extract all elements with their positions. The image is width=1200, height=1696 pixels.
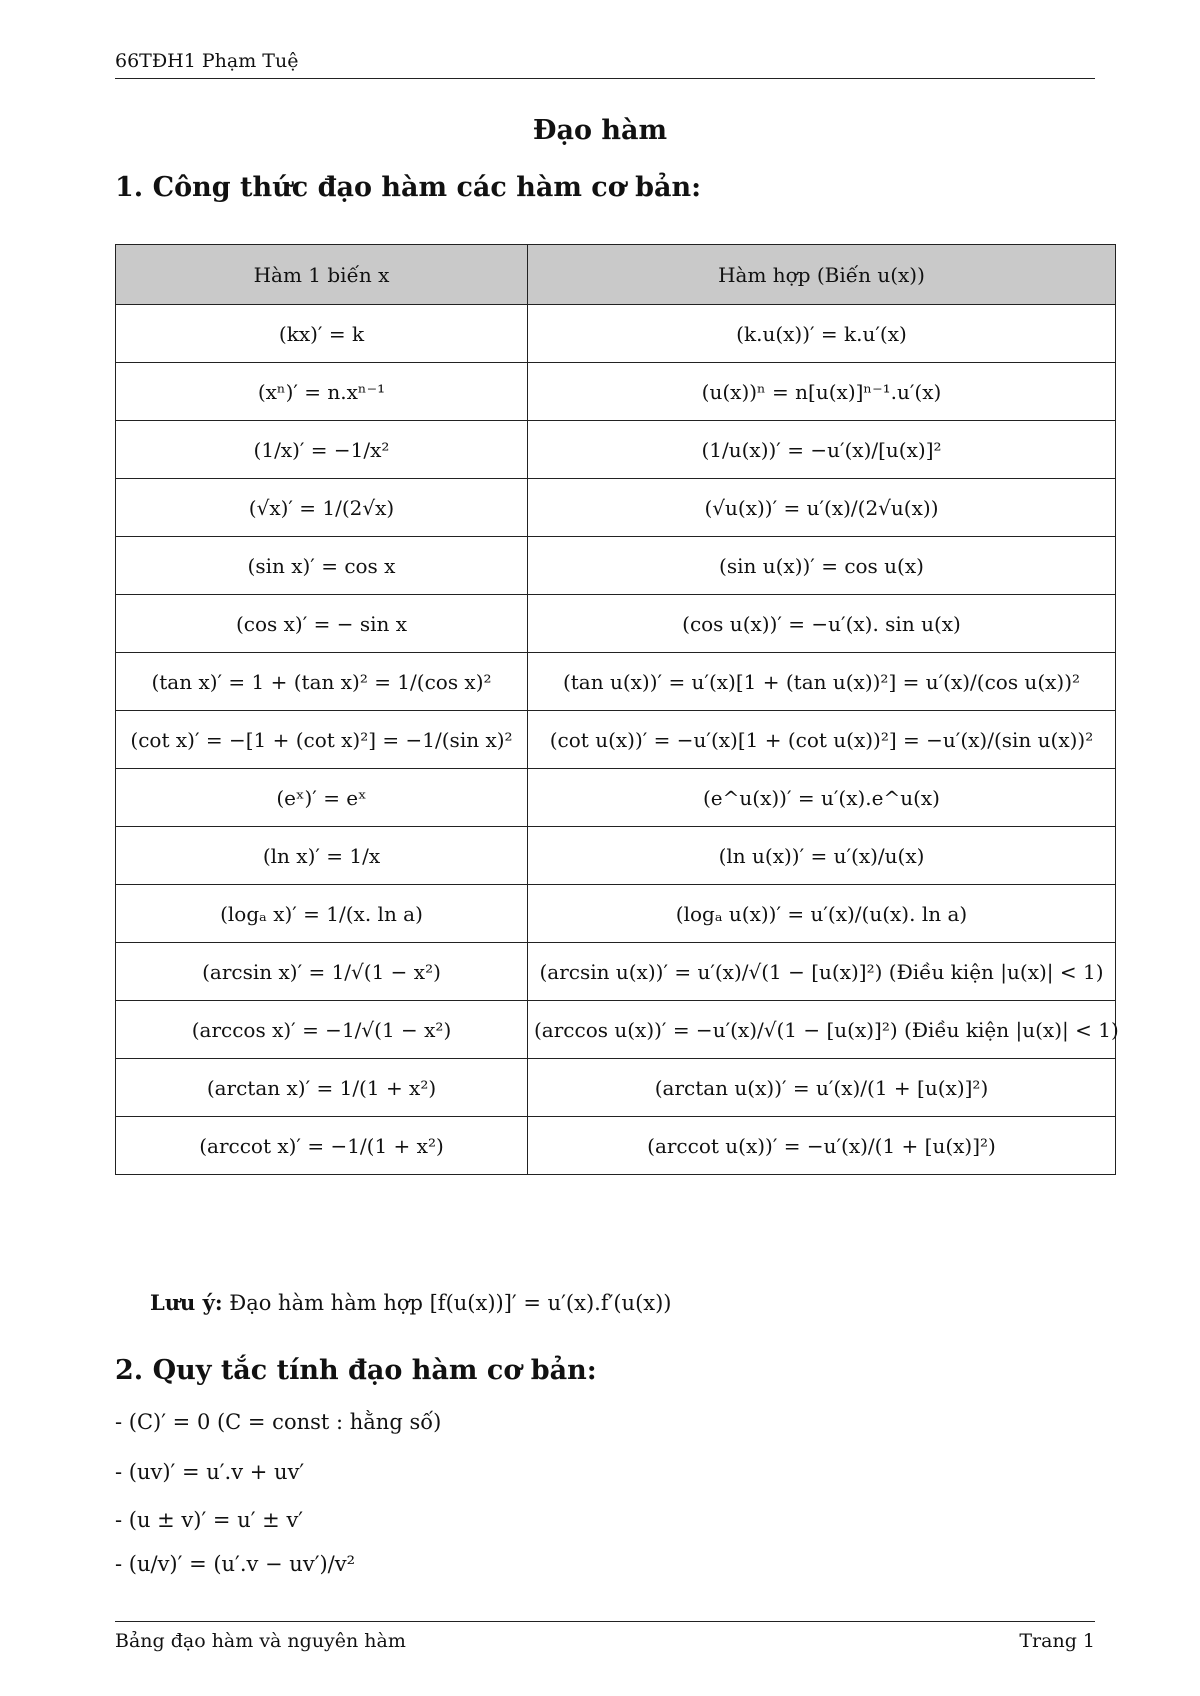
note xyxy=(150,1290,672,1315)
table-row xyxy=(116,711,1116,769)
table-row xyxy=(116,943,1116,1001)
table-row xyxy=(116,479,1116,537)
formula-composite: (√u(x))′ = u′(x)/(2√u(x)) xyxy=(528,479,1116,537)
table-row xyxy=(116,1001,1116,1059)
formula-single-variable: (√x)′ = 1/(2√x) xyxy=(116,479,528,537)
formula-composite: (arccos u(x))′ = −u′(x)/√(1 − [u(x)]²) (Điều kiện |u(x)| < 1) xyxy=(528,1001,1116,1059)
rule-item: - (u/v)′ = (u′.v − uv′)/v² xyxy=(115,1552,356,1576)
formula-single-variable: (arctan x)′ = 1/(1 + x²) xyxy=(116,1059,528,1117)
formula-composite: (e^u(x))′ = u′(x).e^u(x) xyxy=(528,769,1116,827)
formula-composite: (ln u(x))′ = u′(x)/u(x) xyxy=(528,827,1116,885)
table-row xyxy=(116,769,1116,827)
formula-composite: (u(x))ⁿ = n[u(x)]ⁿ⁻¹.u′(x) xyxy=(528,363,1116,421)
formula-composite: (sin u(x))′ = cos u(x) xyxy=(528,537,1116,595)
formula-single-variable: (tan x)′ = 1 + (tan x)² = 1/(cos x)² xyxy=(116,653,528,711)
table-row xyxy=(116,537,1116,595)
column-header-composite: Hàm hợp (Biến u(x)) xyxy=(528,245,1116,305)
formula-single-variable: (arccot x)′ = −1/(1 + x²) xyxy=(116,1117,528,1175)
formula-single-variable: (sin x)′ = cos x xyxy=(116,537,528,595)
table-row xyxy=(116,595,1116,653)
formula-composite: (1/u(x))′ = −u′(x)/[u(x)]² xyxy=(528,421,1116,479)
formula-single-variable: (arcsin x)′ = 1/√(1 − x²) xyxy=(116,943,528,1001)
table-row xyxy=(116,421,1116,479)
column-header-single-variable: Hàm 1 biến x xyxy=(116,245,528,305)
table-row xyxy=(116,827,1116,885)
table-header-row xyxy=(116,245,1116,305)
section-1-heading: 1. Công thức đạo hàm các hàm cơ bản: xyxy=(115,172,702,203)
rule-item: - (C)′ = 0 (C = const : hằng số) xyxy=(115,1410,442,1434)
note-label: Lưu ý: xyxy=(150,1290,223,1315)
derivative-formula-table xyxy=(115,244,1119,1175)
formula-composite: (arctan u(x))′ = u′(x)/(1 + [u(x)]²) xyxy=(528,1059,1116,1117)
page-number: Trang 1 xyxy=(1019,1630,1095,1652)
formula-single-variable: (ln x)′ = 1/x xyxy=(116,827,528,885)
rule-item: - (uv)′ = u′.v + uv′ xyxy=(115,1460,305,1484)
rule-item: - (u ± v)′ = u′ ± v′ xyxy=(115,1508,304,1532)
formula-single-variable: (1/x)′ = −1/x² xyxy=(116,421,528,479)
formula-single-variable: (kx)′ = k xyxy=(116,305,528,363)
footer-title: Bảng đạo hàm và nguyên hàm xyxy=(115,1630,406,1652)
formula-composite: (cos u(x))′ = −u′(x). sin u(x) xyxy=(528,595,1116,653)
table-row xyxy=(116,305,1116,363)
formula-single-variable: (cos x)′ = − sin x xyxy=(116,595,528,653)
note-text: Đạo hàm hàm hợp [f(u(x))]′ = u′(x).f′(u(x)) xyxy=(229,1291,672,1315)
formula-single-variable: (xⁿ)′ = n.xⁿ⁻¹ xyxy=(116,363,528,421)
formula-composite: (tan u(x))′ = u′(x)[1 + (tan u(x))²] = u′(x)/(cos u(x))² xyxy=(528,653,1116,711)
formula-single-variable: (logₐ x)′ = 1/(x. ln a) xyxy=(116,885,528,943)
formula-single-variable: (cot x)′ = −[1 + (cot x)²] = −1/(sin x)² xyxy=(116,711,528,769)
page-title: Đạo hàm xyxy=(532,115,668,146)
running-header: 66TĐH1 Phạm Tuệ xyxy=(115,50,1095,79)
formula-composite: (logₐ u(x))′ = u′(x)/(u(x). ln a) xyxy=(528,885,1116,943)
table-row xyxy=(116,885,1116,943)
section-2-heading: 2. Quy tắc tính đạo hàm cơ bản: xyxy=(115,1355,597,1386)
formula-single-variable: (eˣ)′ = eˣ xyxy=(116,769,528,827)
formula-composite: (cot u(x))′ = −u′(x)[1 + (cot u(x))²] = −u′(x)/(sin u(x))² xyxy=(528,711,1116,769)
table-row xyxy=(116,653,1116,711)
formula-composite: (arcsin u(x))′ = u′(x)/√(1 − [u(x)]²) (Điều kiện |u(x)| < 1) xyxy=(528,943,1116,1001)
running-footer xyxy=(115,1621,1095,1652)
table-row xyxy=(116,1059,1116,1117)
formula-composite: (k.u(x))′ = k.u′(x) xyxy=(528,305,1116,363)
formula-composite: (arccot u(x))′ = −u′(x)/(1 + [u(x)]²) xyxy=(528,1117,1116,1175)
formula-single-variable: (arccos x)′ = −1/√(1 − x²) xyxy=(116,1001,528,1059)
table-row xyxy=(116,363,1116,421)
table-row xyxy=(116,1117,1116,1175)
